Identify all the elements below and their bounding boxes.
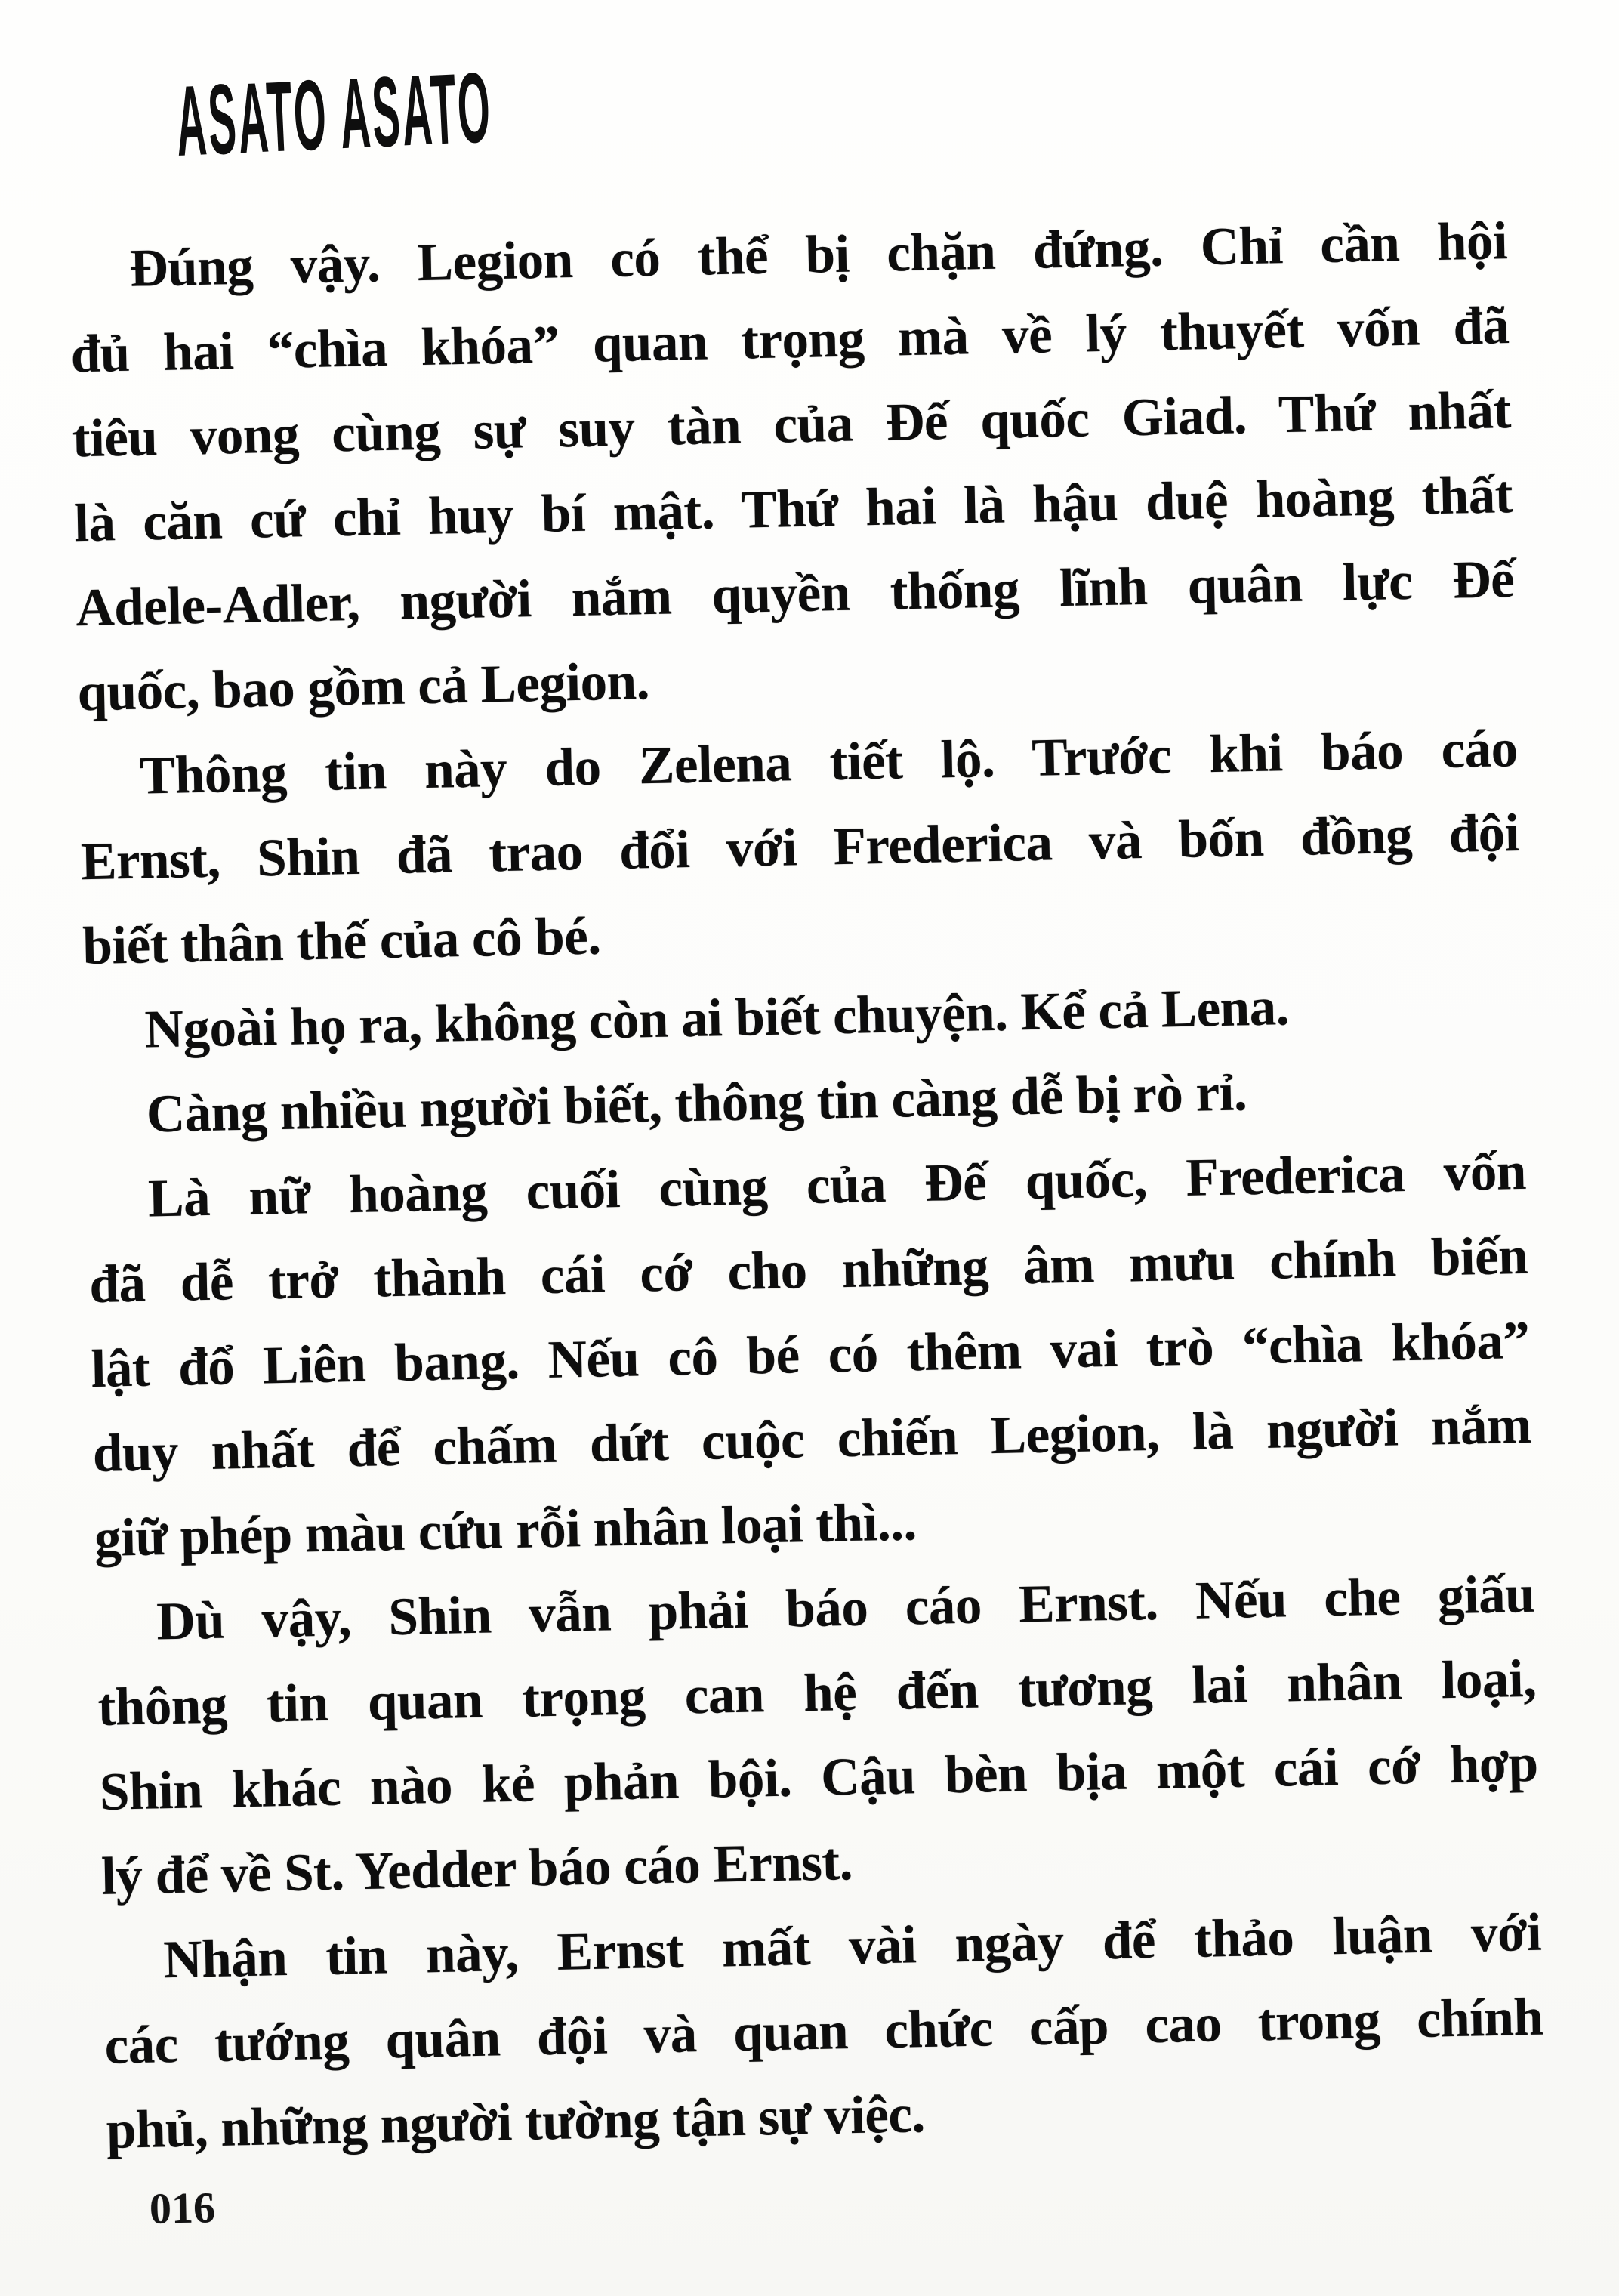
paragraph [87, 1129, 1534, 1581]
text-line: Dù vậy, Shin vẫn phải báo cáo Ernst. Nếu che giấu [156, 1564, 1535, 1652]
text-line: Ngoài họ ra, không còn ai biết chuyện. Kể cả Lena. [143, 977, 1290, 1060]
text-line: phủ, những người tường tận sự việc. [106, 2085, 926, 2160]
text-line: là căn cứ chỉ huy bí mật. Thứ hai là hậu duệ hoàng thất [73, 465, 1513, 554]
page-number: 016 [149, 2183, 216, 2233]
text-line: các tướng quân đội và quan chức cấp cao trong chính [103, 1987, 1544, 2075]
paragraph [95, 1552, 1540, 1919]
text-line: Ernst, Shin đã trao đổi với Frederica và bốn đồng đội [80, 803, 1520, 892]
text-line: Thông tin này do Zelena tiết lộ. Trước khi báo cáo [139, 719, 1519, 806]
text-line: giữ phép màu cứu rỗi nhân loại thì... [94, 1492, 917, 1569]
text-line: lật đổ Liên bang. Nếu cô bé có thêm vai trò “chìa khóa” [90, 1310, 1531, 1400]
text-line: Adele-Adler, người nắm quyền thống lĩnh quân lực Đế [75, 550, 1515, 638]
body-text-block [68, 199, 1545, 2173]
text-line: biết thân thế của cô bé. [82, 906, 602, 977]
text-line: Shin khác nào kẻ phản bội. Cậu bèn bịa một cái cớ hợp [99, 1733, 1539, 1822]
text-line: Càng nhiều người biết, thông tin càng dễ bị rò rỉ. [146, 1063, 1247, 1144]
text-line: quốc, bao gồm cả Legion. [76, 652, 650, 723]
paragraph [102, 1890, 1545, 2173]
author-header: ASATO ASATO [174, 51, 495, 178]
text-line: thông tin quan trọng can hệ đến tương lai nhân loại, [97, 1649, 1537, 1737]
paragraph [68, 199, 1516, 735]
text-line: Là nữ hoàng cuối cùng của Đế quốc, Frederica vốn [147, 1141, 1527, 1229]
text-line: tiêu vong cùng sự suy tàn của Đế quốc Giad. Thứ nhất [72, 381, 1512, 469]
text-line: Đúng vậy. Legion có thể bị chặn đứng. Chỉ cần hội [128, 211, 1508, 298]
text-line: đủ hai “chìa khóa” quan trọng mà về lý thuyết vốn đã [69, 296, 1510, 384]
text-line: lý để về St. Yedder báo cáo Ernst. [100, 1832, 853, 1906]
text-line: Nhận tin này, Ernst mất vài ngày để thảo luận với [162, 1903, 1542, 1990]
paragraph [79, 706, 1522, 989]
text-line: đã dễ trở thành cái cớ cho những âm mưu chính biến [88, 1226, 1528, 1315]
text-line: duy nhất để chấm dứt cuộc chiến Legion, là người nắm [92, 1395, 1532, 1484]
